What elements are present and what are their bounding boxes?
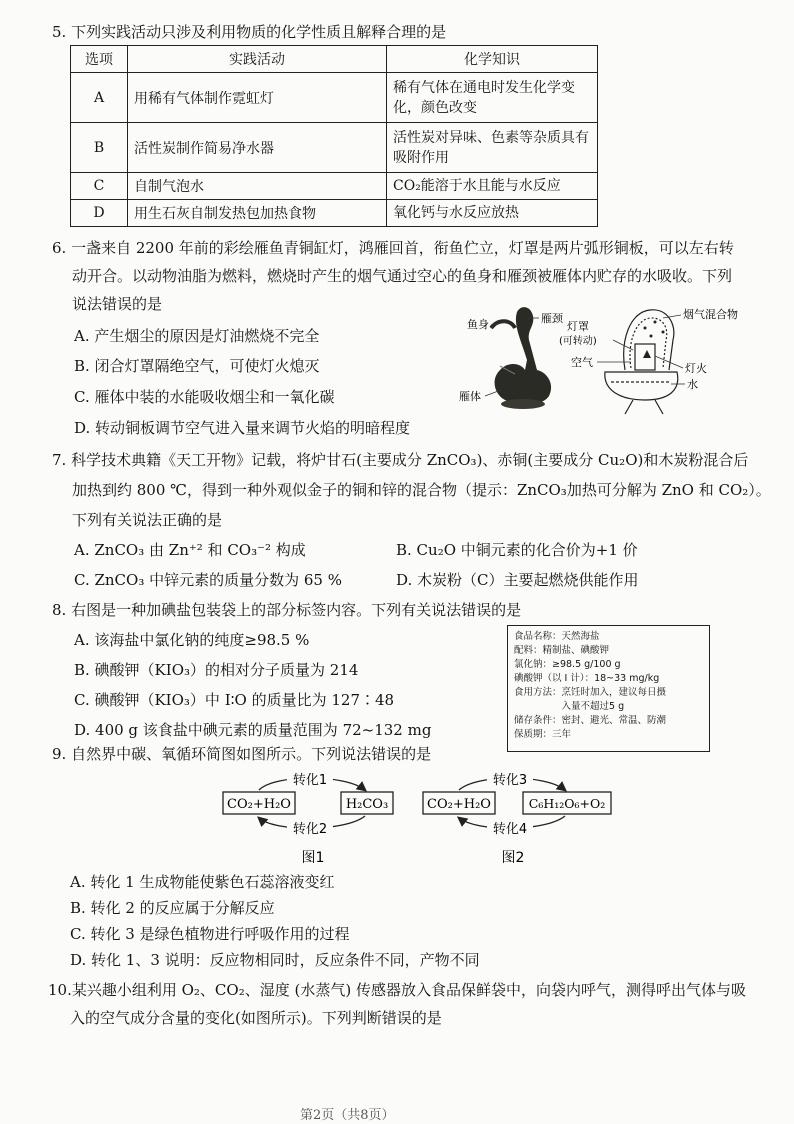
q7-option-a: A. ZnCO₃ 由 Zn⁺² 和 CO₃⁻² 构成 <box>74 541 306 559</box>
q8-option-b: B. 碘酸钾（KIO₃）的相对分子质量为 214 <box>74 661 359 679</box>
label-line: 食用方法：烹饪时加入，建议每日摄 <box>514 687 667 698</box>
q9-option-a: A. 转化 1 生成物能使紫色石蕊溶液变红 <box>70 873 335 891</box>
q8-option-d: D. 400 g 该食盐中碘元素的质量范围为 72~132 mg <box>74 721 432 739</box>
q6-line3: 说法错误的是 <box>72 295 163 313</box>
q6-option-c: C. 雁体中装的水能吸收烟尘和一氧化碳 <box>74 388 335 406</box>
fig1-right-box: H₂CO₃ <box>345 797 389 812</box>
page-footer: 第2页（共8页） <box>300 1108 395 1123</box>
fig1-left-box: CO₂+H₂O <box>227 797 291 812</box>
q5-row-c-knowledge: CO₂能溶于水且能与水反应 <box>387 173 598 200</box>
q5-row-b-option: B <box>71 123 128 173</box>
fig2-caption: 图2 <box>501 850 525 866</box>
q5-row-a-knowledge: 稀有气体在通电时发生化学变化，颜色改变 <box>387 73 598 123</box>
q9-option-b: B. 转化 2 的反应属于分解反应 <box>70 899 275 917</box>
q6-option-a: A. 产生烟尘的原因是灯油燃烧不完全 <box>74 327 320 345</box>
q7-option-c: C. ZnCO₃ 中锌元素的质量分数为 65 % <box>74 571 342 589</box>
label-rotatable: (可转动) <box>559 336 597 347</box>
q10-line2: 入的空气成分含量的变化(如图所示)。下列判断错误的是 <box>70 1009 442 1027</box>
q8-option-a: A. 该海盐中氯化钠的纯度≥98.5 % <box>74 631 310 649</box>
q5-row-b-knowledge: 活性炭对异味、色素等杂质具有吸附作用 <box>387 123 598 173</box>
fig1-bottom-label: 转化2 <box>292 822 328 837</box>
label-air: 空气 <box>571 356 593 369</box>
q5-header-knowledge: 化学知识 <box>387 46 598 73</box>
fig2-left-box: CO₂+H₂O <box>427 797 491 812</box>
fig2-right-box: C₆H₁₂O₆+O₂ <box>528 796 606 811</box>
label-line: 配料：精制盐、碘酸钾 <box>514 645 610 656</box>
q6-line2: 动开合。以动物油脂为燃料，燃烧时产生的烟气通过空心的鱼身和雁颈被雁体内贮存的水吸收。下列 <box>72 267 733 285</box>
q6-option-d: D. 转动铜板调节空气进入量来调节火焰的明暗程度 <box>74 419 411 437</box>
q9-stem: 9. 自然界中碳、氧循环简图如图所示。下列说法错误的是 <box>52 745 432 763</box>
q7-line2: 加热到约 800 ℃，得到一种外观似金子的铜和锌的混合物（提示：ZnCO₃加热可分解为 ZnO 和 CO₂）。 <box>72 481 771 499</box>
q5-row-a-activity: 用稀有气体制作霓虹灯 <box>128 73 387 123</box>
label-flame: 灯火 <box>685 362 707 375</box>
q7-line1: 7. 科学技术典籍《天工开物》记载，将炉甘石(主要成分 ZnCO₃)、赤铜(主要成分 Cu₂O)和木炭粉混合后 <box>52 451 749 469</box>
q7-line3: 下列有关说法正确的是 <box>72 511 223 529</box>
label-water: 水 <box>687 378 698 391</box>
q5-header-option: 选项 <box>71 46 128 73</box>
fig2-bottom-label: 转化4 <box>492 822 528 837</box>
fig1-top-label: 转化1 <box>292 773 328 788</box>
q7-option-b: B. Cu₂O 中铜元素的化合价为+1 价 <box>396 541 638 559</box>
fig2-top-label: 转化3 <box>492 773 528 788</box>
q9-option-c: C. 转化 3 是绿色植物进行呼吸作用的过程 <box>70 925 350 943</box>
fig1 <box>223 771 393 866</box>
q6-option-b: B. 闭合灯罩隔绝空气，可使灯火熄灭 <box>74 357 320 375</box>
q7-option-d: D. 木炭粉（C）主要起燃烧供能作用 <box>396 571 639 589</box>
salt-label-box <box>507 625 710 752</box>
label-line: 入量不超过5 g <box>514 701 625 712</box>
q5-row-c-option: C <box>71 173 128 200</box>
q9-cycle-diagrams <box>215 768 615 868</box>
q5-row-d-knowledge: 氧化钙与水反应放热 <box>387 200 598 227</box>
label-smoke-mix: 烟气混合物 <box>683 308 738 321</box>
q9-option-d: D. 转化 1、3 说明：反应物相同时，反应条件不同，产物不同 <box>70 951 480 969</box>
label-line: 氯化钠：≥98.5 g/100 g <box>514 659 621 670</box>
fig2 <box>423 771 611 866</box>
q10-line1: 10.某兴趣小组利用 O₂、CO₂、湿度 (水蒸气) 传感器放入食品保鲜袋中，向袋内呼气，测得呼出气体与吸 <box>48 981 746 999</box>
q8-stem: 8. 右图是一种加碘盐包装袋上的部分标签内容。下列有关说法错误的是 <box>52 601 522 619</box>
q8-option-c: C. 碘酸钾（KIO₃）中 I∶O 的质量比为 127∶48 <box>74 691 395 709</box>
q5-row-b-activity: 活性炭制作简易净水器 <box>128 123 387 173</box>
label-goose-neck: 雁颈 <box>541 312 563 325</box>
q5-header-activity: 实践活动 <box>128 46 387 73</box>
q6-lamp-figure <box>455 300 755 420</box>
label-fish-body: 鱼身 <box>467 318 489 331</box>
q5-row-a-option: A <box>71 73 128 123</box>
q5-row-c-activity: 自制气泡水 <box>128 173 387 200</box>
label-line: 碘酸钾（以 I 计）：18~33 mg/kg <box>514 673 660 684</box>
label-line: 保质期：三年 <box>514 729 572 740</box>
q5-table <box>70 45 598 227</box>
q6-line1: 6. 一盏来自 2200 年前的彩绘雁鱼青铜缸灯，鸿雁回首，衔鱼伫立，灯罩是两片弧形铜板，可以左右转 <box>52 239 734 257</box>
fig1-caption: 图1 <box>301 850 325 866</box>
label-line: 储存条件：密封、避光、常温、防潮 <box>514 715 667 726</box>
q5-stem: 5. 下列实践活动只涉及利用物质的化学性质且解释合理的是 <box>52 23 447 41</box>
label-goose-body: 雁体 <box>459 390 481 403</box>
q5-row-d-activity: 用生石灰自制发热包加热食物 <box>128 200 387 227</box>
q5-row-d-option: D <box>71 200 128 227</box>
label-lamp-shade: 灯罩 <box>567 320 589 333</box>
label-line: 食品名称：天然海盐 <box>514 631 600 642</box>
